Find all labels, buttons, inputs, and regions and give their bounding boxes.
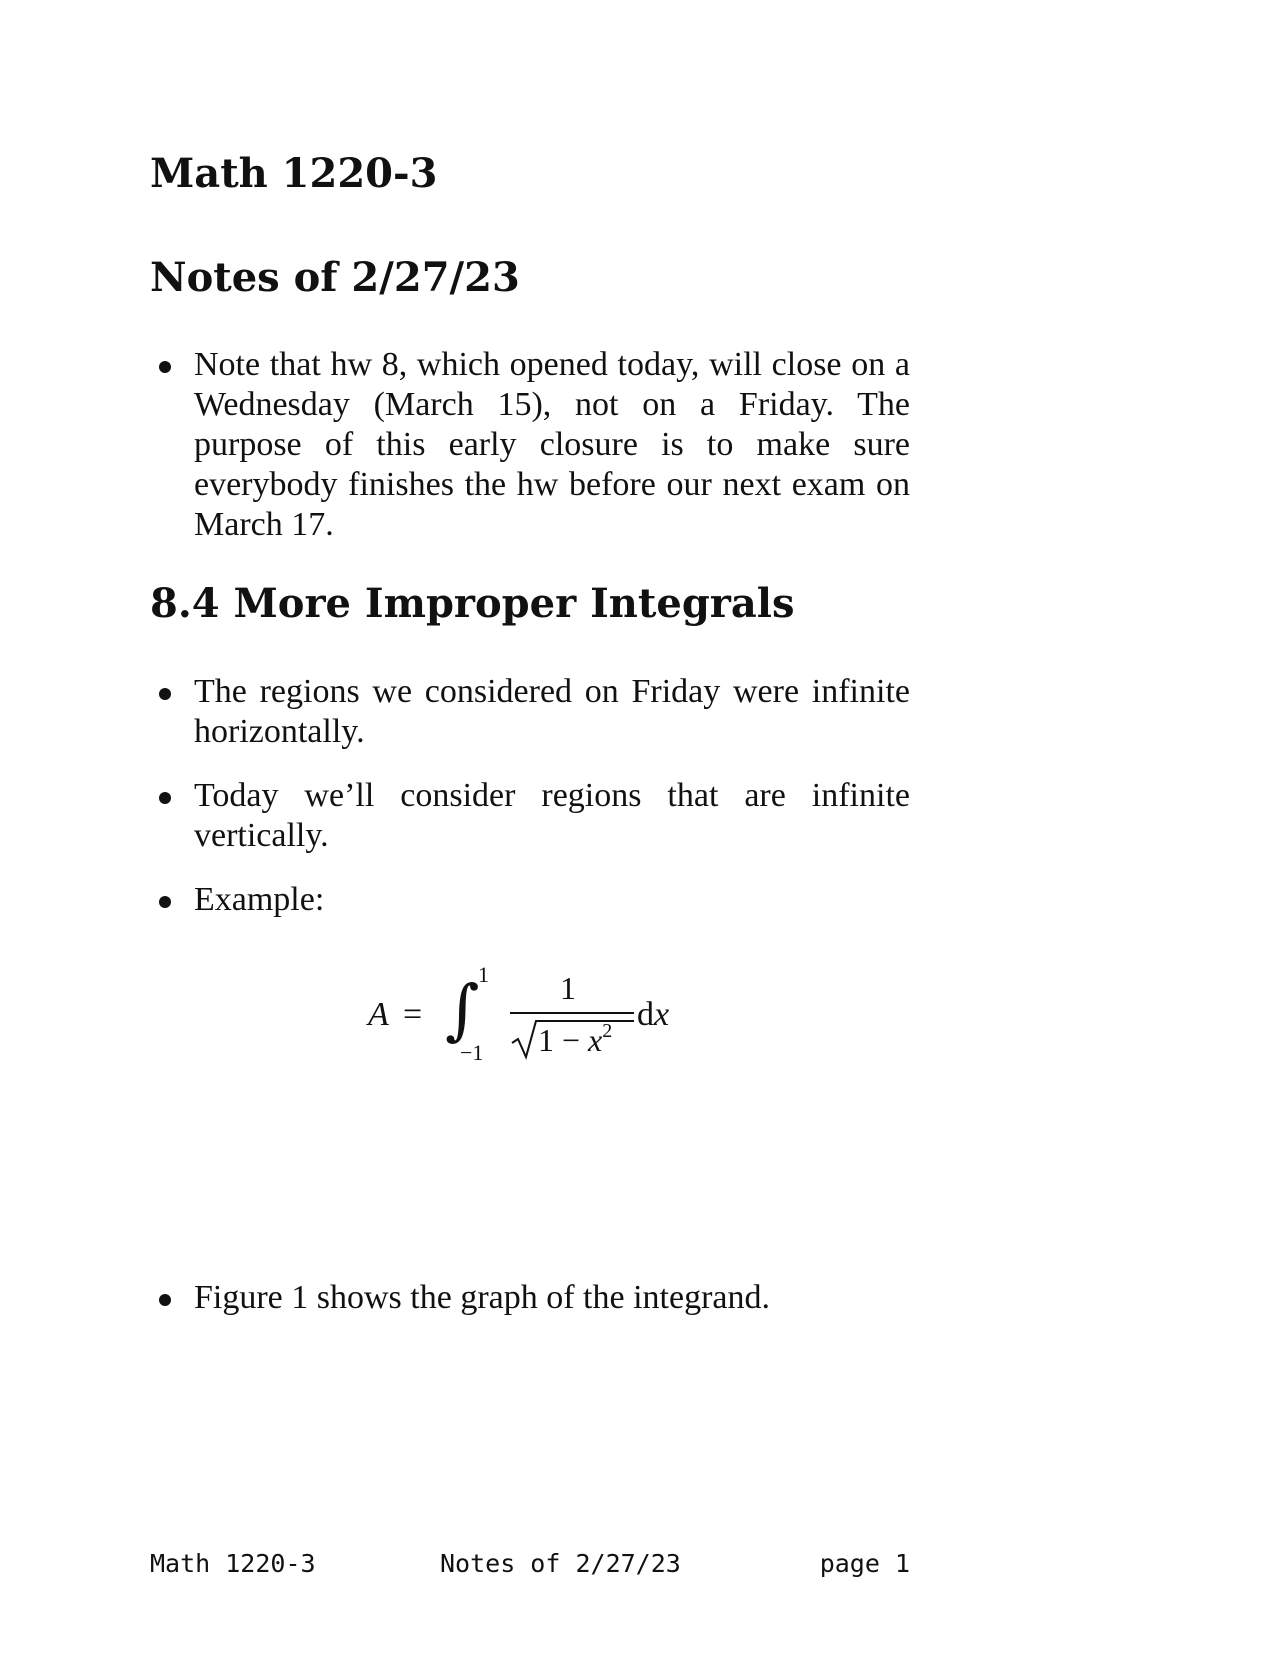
footer-notes-title: Notes of 2/27/23 bbox=[440, 1549, 681, 1578]
fraction-numerator: 1 bbox=[560, 970, 576, 1006]
list-item-text: Today we’ll consider regions that are infinite vertically. bbox=[194, 777, 910, 854]
intro-bullet-list bbox=[150, 345, 910, 545]
bullet-icon bbox=[159, 1294, 171, 1306]
list-item bbox=[150, 672, 910, 752]
upper-limit: 1 bbox=[478, 962, 489, 987]
figure-bullet-list bbox=[150, 1278, 910, 1318]
integral-sign-icon: ∫ bbox=[445, 971, 480, 1048]
page-footer bbox=[150, 1546, 910, 1582]
course-title: Math 1220-3 bbox=[150, 150, 438, 197]
section-heading: 8.4 More Improper Integrals bbox=[150, 580, 795, 627]
integral-equation bbox=[360, 960, 720, 1070]
footer-course: Math 1220-3 bbox=[150, 1549, 316, 1578]
differential-d: d bbox=[637, 996, 654, 1033]
section-bullet-list bbox=[150, 672, 910, 944]
differential bbox=[637, 996, 669, 1034]
lower-limit: −1 bbox=[460, 1040, 484, 1065]
list-item-text: Figure 1 shows the graph of the integrand. bbox=[194, 1279, 770, 1316]
bullet-icon bbox=[159, 688, 171, 700]
radicand-prefix: 1 − bbox=[538, 1022, 589, 1058]
fraction-bar bbox=[510, 1012, 634, 1014]
notes-title: Notes of 2/27/23 bbox=[150, 254, 520, 301]
list-item bbox=[150, 345, 910, 545]
list-item-text: The regions we considered on Friday were infinite horizontally. bbox=[194, 673, 910, 750]
radicand-variable: x bbox=[588, 1022, 603, 1058]
bullet-icon bbox=[159, 792, 171, 804]
differential-variable: x bbox=[654, 996, 670, 1033]
bullet-icon bbox=[159, 361, 171, 373]
fraction-denominator bbox=[538, 1022, 612, 1059]
list-item-text: Note that hw 8, which opened today, will close on a Wednesday (March 15), not on a Friday. The purpose of this early closure is to make sure everybody finishes the hw before our next exam on March 17. bbox=[194, 346, 910, 543]
list-item bbox=[150, 1278, 910, 1318]
list-item-text: Example: bbox=[194, 881, 325, 918]
footer-page-number: page 1 bbox=[819, 1549, 910, 1578]
list-item bbox=[150, 880, 910, 920]
radicand-exponent: 2 bbox=[602, 1020, 613, 1042]
equation-lhs: A bbox=[368, 996, 389, 1033]
list-item bbox=[150, 776, 910, 856]
bullet-icon bbox=[159, 896, 171, 908]
equals-sign: = bbox=[403, 996, 423, 1033]
